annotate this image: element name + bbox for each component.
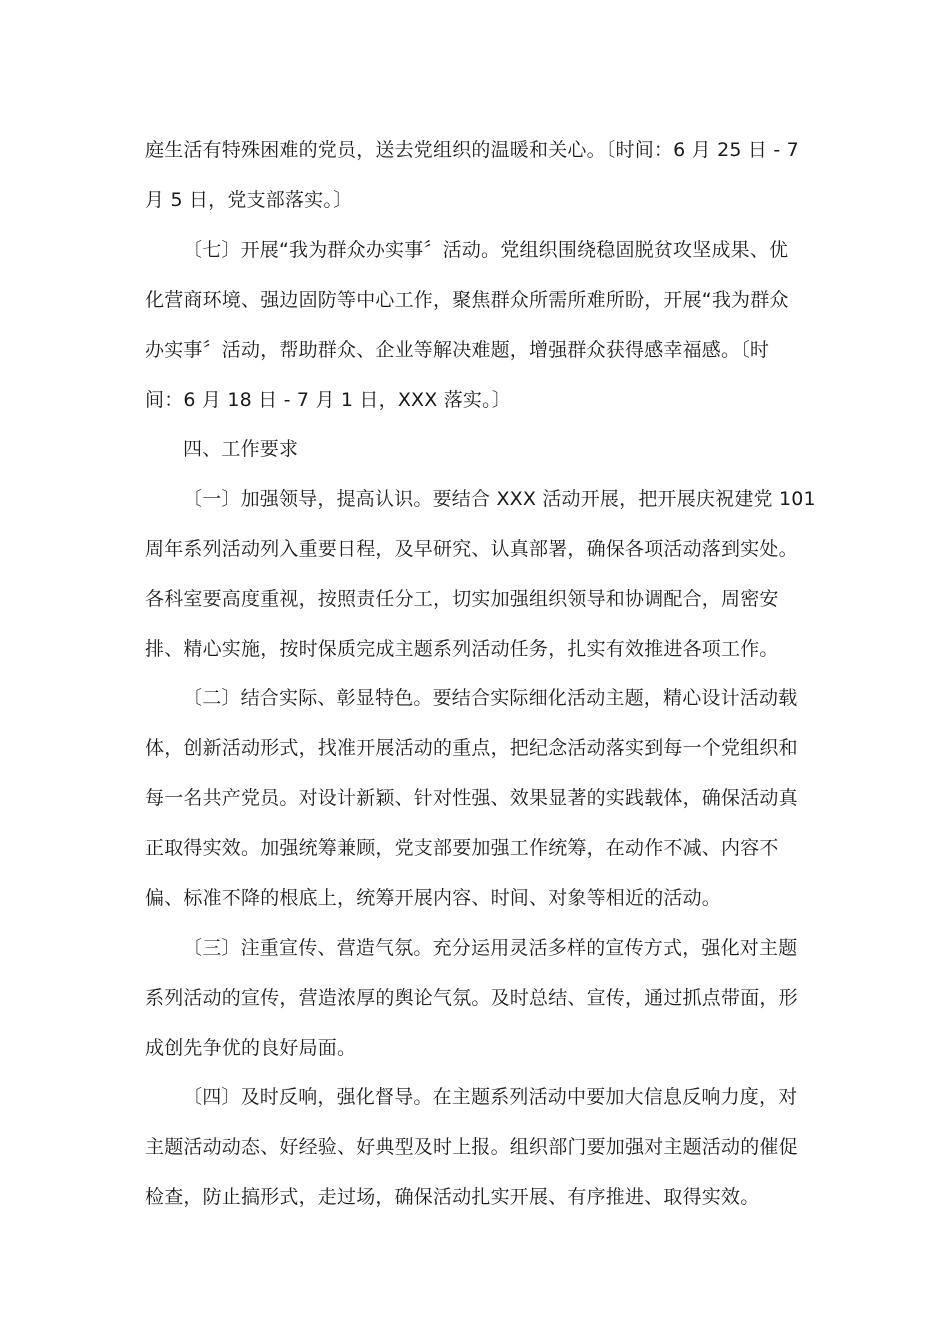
paragraph-first-line: 〔四〕及时反响，强化督导。在主题系列活动中要加大信息反响力度，对 (183, 1086, 798, 1108)
text-line: 办实事〞活动，帮助群众、企业等解决难题，增强群众获得感幸福感。〔时 (145, 339, 770, 361)
text-line: 间：6 月 18 日 - 7 月 1 日，XXX 落实。〕 (145, 389, 512, 411)
text-line: 主题活动动态、好经验、好典型及时上报。组织部门要加强对主题活动的催促 (145, 1136, 798, 1158)
paragraph-first-line: 〔七〕开展“我为群众办实事〞活动。党组织围绕稳固脱贫攻坚成果、优 (183, 239, 789, 261)
text-line: 各科室要高度重视，按照责任分工，切实加强组织领导和协调配合，周密安 (145, 588, 779, 610)
text-line: 成创先争优的良好局面。 (145, 1037, 357, 1059)
text-line: 正取得实效。加强统筹兼顾，党支部要加强工作统筹，在动作不减、内容不 (145, 837, 779, 859)
text-line: 庭生活有特殊困难的党员，送去党组织的温暖和关心。〔时间：6 月 25 日 - 7 (145, 139, 799, 161)
text-line: 化营商环境、强边固防等中心工作，聚焦群众所需所难所盼，开展“我为群众 (145, 289, 789, 311)
text-line: 月 5 日，党支部落实。〕 (145, 189, 353, 211)
text-line: 系列活动的宣传，营造浓厚的舆论气氛。及时总结、宣传，通过抓点带面，形 (145, 987, 798, 1009)
text-line: 每一名共产党员。对设计新颖、针对性强、效果显著的实践载体，确保活动真 (145, 787, 798, 809)
text-line: 偏、标准不降的根底上，统筹开展内容、时间、对象等相近的活动。 (145, 887, 722, 909)
section-heading: 四、工作要求 (183, 438, 299, 460)
text-line: 检查，防止搞形式，走过场，确保活动扎实开展、有序推进、取得实效。 (145, 1186, 760, 1208)
text-line: 排、精心实施，按时保质完成主题系列活动任务，扎实有效推进各项工作。 (145, 638, 779, 660)
paragraph-first-line: 〔二〕结合实际、彰显特色。要结合实际细化活动主题，精心设计活动载 (183, 687, 798, 709)
paragraph-first-line: 〔一〕加强领导，提高认识。要结合 XXX 活动开展，把开展庆祝建党 101 (183, 488, 816, 510)
text-line: 体，创新活动形式，找准开展活动的重点，把纪念活动落实到每一个党组织和 (145, 737, 798, 759)
text-line: 周年系列活动列入重要日程，及早研究、认真部署，确保各项活动落到实处。 (145, 538, 798, 560)
paragraph-first-line: 〔三〕注重宣传、营造气氛。充分运用灵活多样的宣传方式，强化对主题 (183, 937, 798, 959)
